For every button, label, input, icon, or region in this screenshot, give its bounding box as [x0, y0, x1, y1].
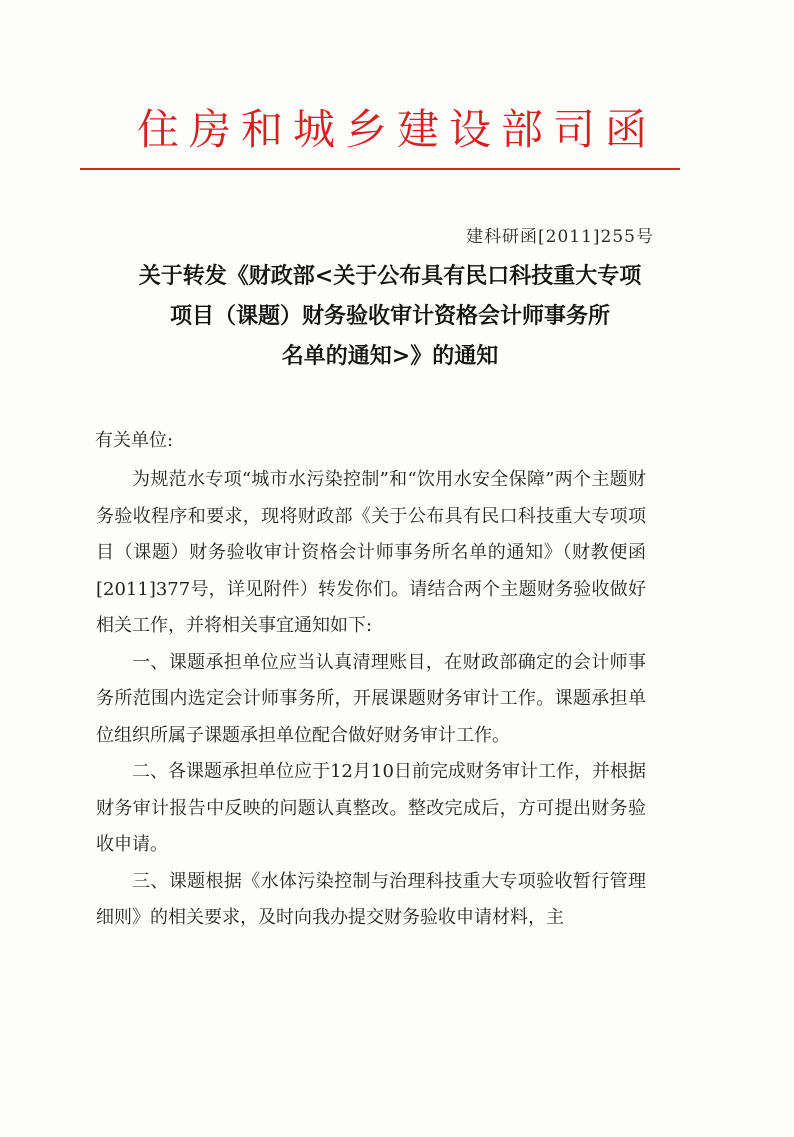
document-number: 建科研函[2011]255号 [466, 227, 654, 247]
title-line-1: 关于转发《财政部<关于公布具有民口科技重大专项 [138, 263, 642, 289]
body-paragraph-item-1: 一、课题承担单位应当认真清理账目，在财政部确定的会计师事务所范围内选定会计师事务所，开展课题财务审计工作。课题承担单位组织所属子课题承担单位配合做好财务审计工作。 [96, 651, 646, 746]
salutation: 有关单位: [95, 430, 174, 451]
letterhead-red-rule [80, 168, 680, 170]
body-paragraph-item-3: 三、课题根据《水体污染控制与治理科技重大专项验收暂行管理细则》的相关要求，及时向我办提交财务验收申请材料，主 [96, 870, 646, 928]
title-line-3: 名单的通知>》的通知 [281, 343, 499, 369]
document-body [96, 462, 646, 937]
document-title [70, 256, 710, 376]
title-line-2: 项目（课题）财务验收审计资格会计师事务所 [169, 303, 610, 329]
body-paragraph-intro: 为规范水专项“城市水污染控制”和“饮用水安全保障”两个主题财务验收程序和要求，现将财政部《关于公布具有民口科技重大专项项目（课题）财务验收审计资格会计师事务所名单的通知》（财教便函[2011]377号，详见附件）转发你们。请结合两个主题财务验收做好相关工作，并将相关事宜通知如下: [96, 469, 646, 636]
body-paragraph-item-2: 二、各课题承担单位应于12月10日前完成财务审计工作，并根据财务审计报告中反映的问题认真整改。整改完成后，方可提出财务验收申请。 [96, 761, 646, 855]
letterhead-title: 住房和城乡建设部司函 [136, 105, 657, 154]
